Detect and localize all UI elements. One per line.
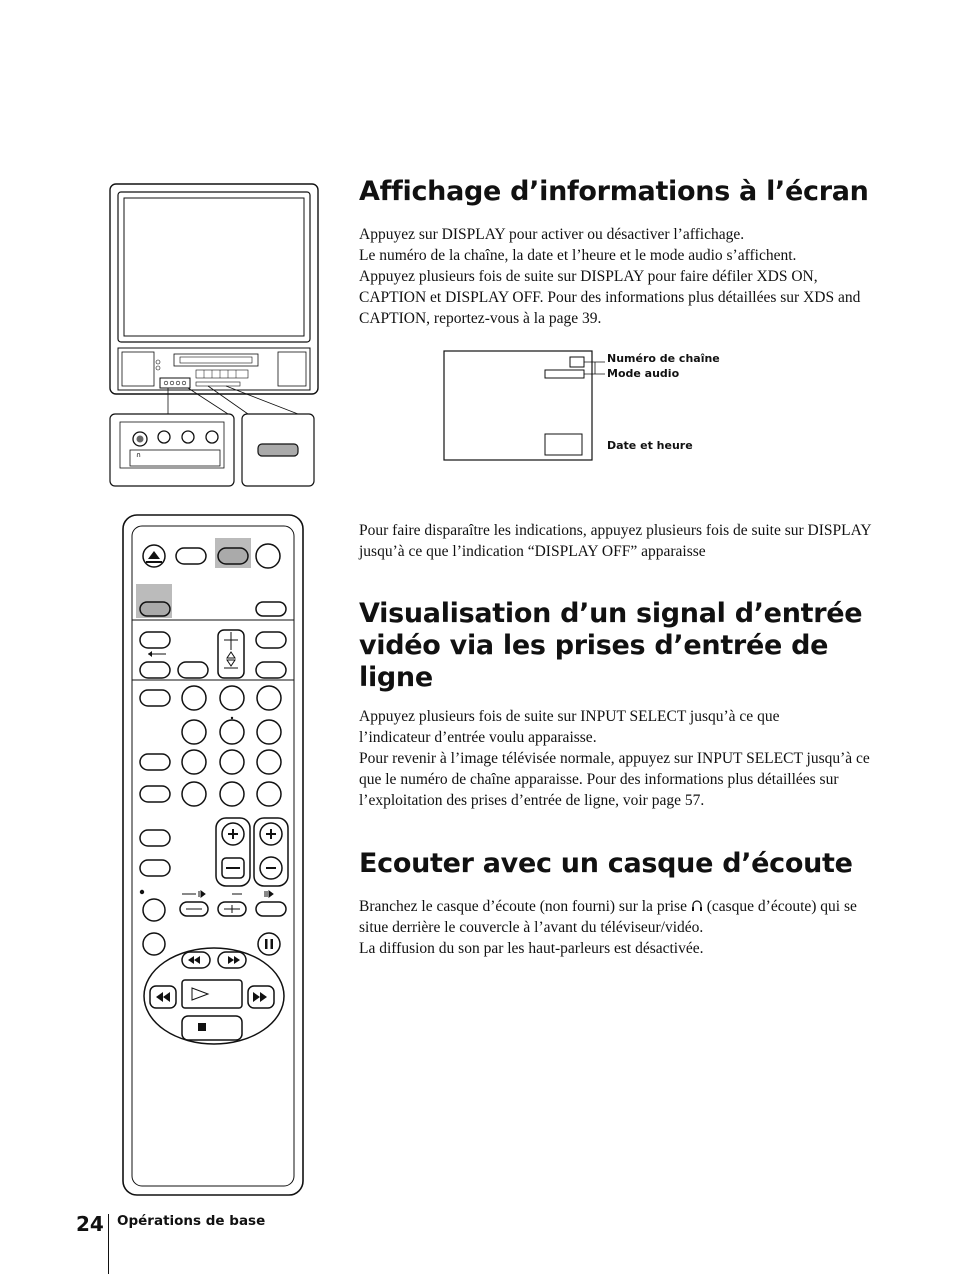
paragraph: Appuyez sur DISPLAY pour activer ou désactiver l’affichage. bbox=[359, 226, 745, 243]
footer-divider bbox=[108, 1214, 109, 1274]
osd-label-datetime: Date et heure bbox=[607, 439, 693, 452]
page-number: 24 bbox=[76, 1212, 104, 1236]
remote-control-illustration bbox=[120, 512, 310, 1202]
paragraph: Pour revenir à l’image télévisée normale, appuyez sur INPUT SELECT jusqu’à ce que le numéro de chaîne apparaisse. Pour des informations plus détaillées sur l’exploitation des prises d’entrée de ligne, voir page 57. bbox=[359, 750, 870, 809]
section-line-input bbox=[359, 598, 899, 811]
headphone-icon bbox=[691, 899, 703, 912]
osd-diagram bbox=[443, 350, 613, 462]
paragraph: Appuyez plusieurs fois de suite sur INPUT SELECT jusqu’à ce que l’indicateur d’entrée voulu apparaisse. bbox=[359, 708, 780, 746]
svg-text:∩: ∩ bbox=[136, 451, 142, 459]
osd-label-channel: Numéro de chaîne bbox=[607, 352, 720, 365]
section-title: Affichage d’informations à l’écran bbox=[359, 176, 869, 207]
osd-label-audio: Mode audio bbox=[607, 367, 680, 380]
tv-illustration bbox=[108, 182, 320, 490]
section-headphones bbox=[359, 848, 919, 959]
paragraph: La diffusion du son par les haut-parleurs est désactivée. bbox=[359, 940, 704, 957]
paragraph: Le numéro de la chaîne, la date et l’heure et le mode audio s’affichent. bbox=[359, 247, 797, 264]
section-onscreen-display bbox=[359, 176, 919, 329]
paragraph-text: Branchez le casque d’écoute (non fourni) sur la prise bbox=[359, 898, 687, 915]
section-display-off bbox=[359, 520, 889, 562]
section-title: Ecouter avec un casque d’écoute bbox=[359, 848, 853, 879]
paragraph-text: (casque d’écoute) qui se situe derrière le couvercle à l’avant du téléviseur/vidéo. bbox=[359, 898, 857, 936]
paragraph: Pour faire disparaître les indications, appuyez plusieurs fois de suite sur DISPLAY jusqu’à ce que l’indication “DISPLAY OFF” apparaisse bbox=[359, 522, 871, 560]
footer-section-name: Opérations de base bbox=[117, 1213, 266, 1229]
section-title: Visualisation d’un signal d’entrée vidéo via les prises d’entrée de ligne bbox=[359, 598, 863, 693]
paragraph bbox=[359, 896, 884, 938]
paragraph: Appuyez plusieurs fois de suite sur DISPLAY pour faire défiler XDS ON, CAPTION et DISPLAY OFF. Pour des informations plus détaillées sur XDS and CAPTION, reportez-vous à la page 39. bbox=[359, 268, 861, 327]
